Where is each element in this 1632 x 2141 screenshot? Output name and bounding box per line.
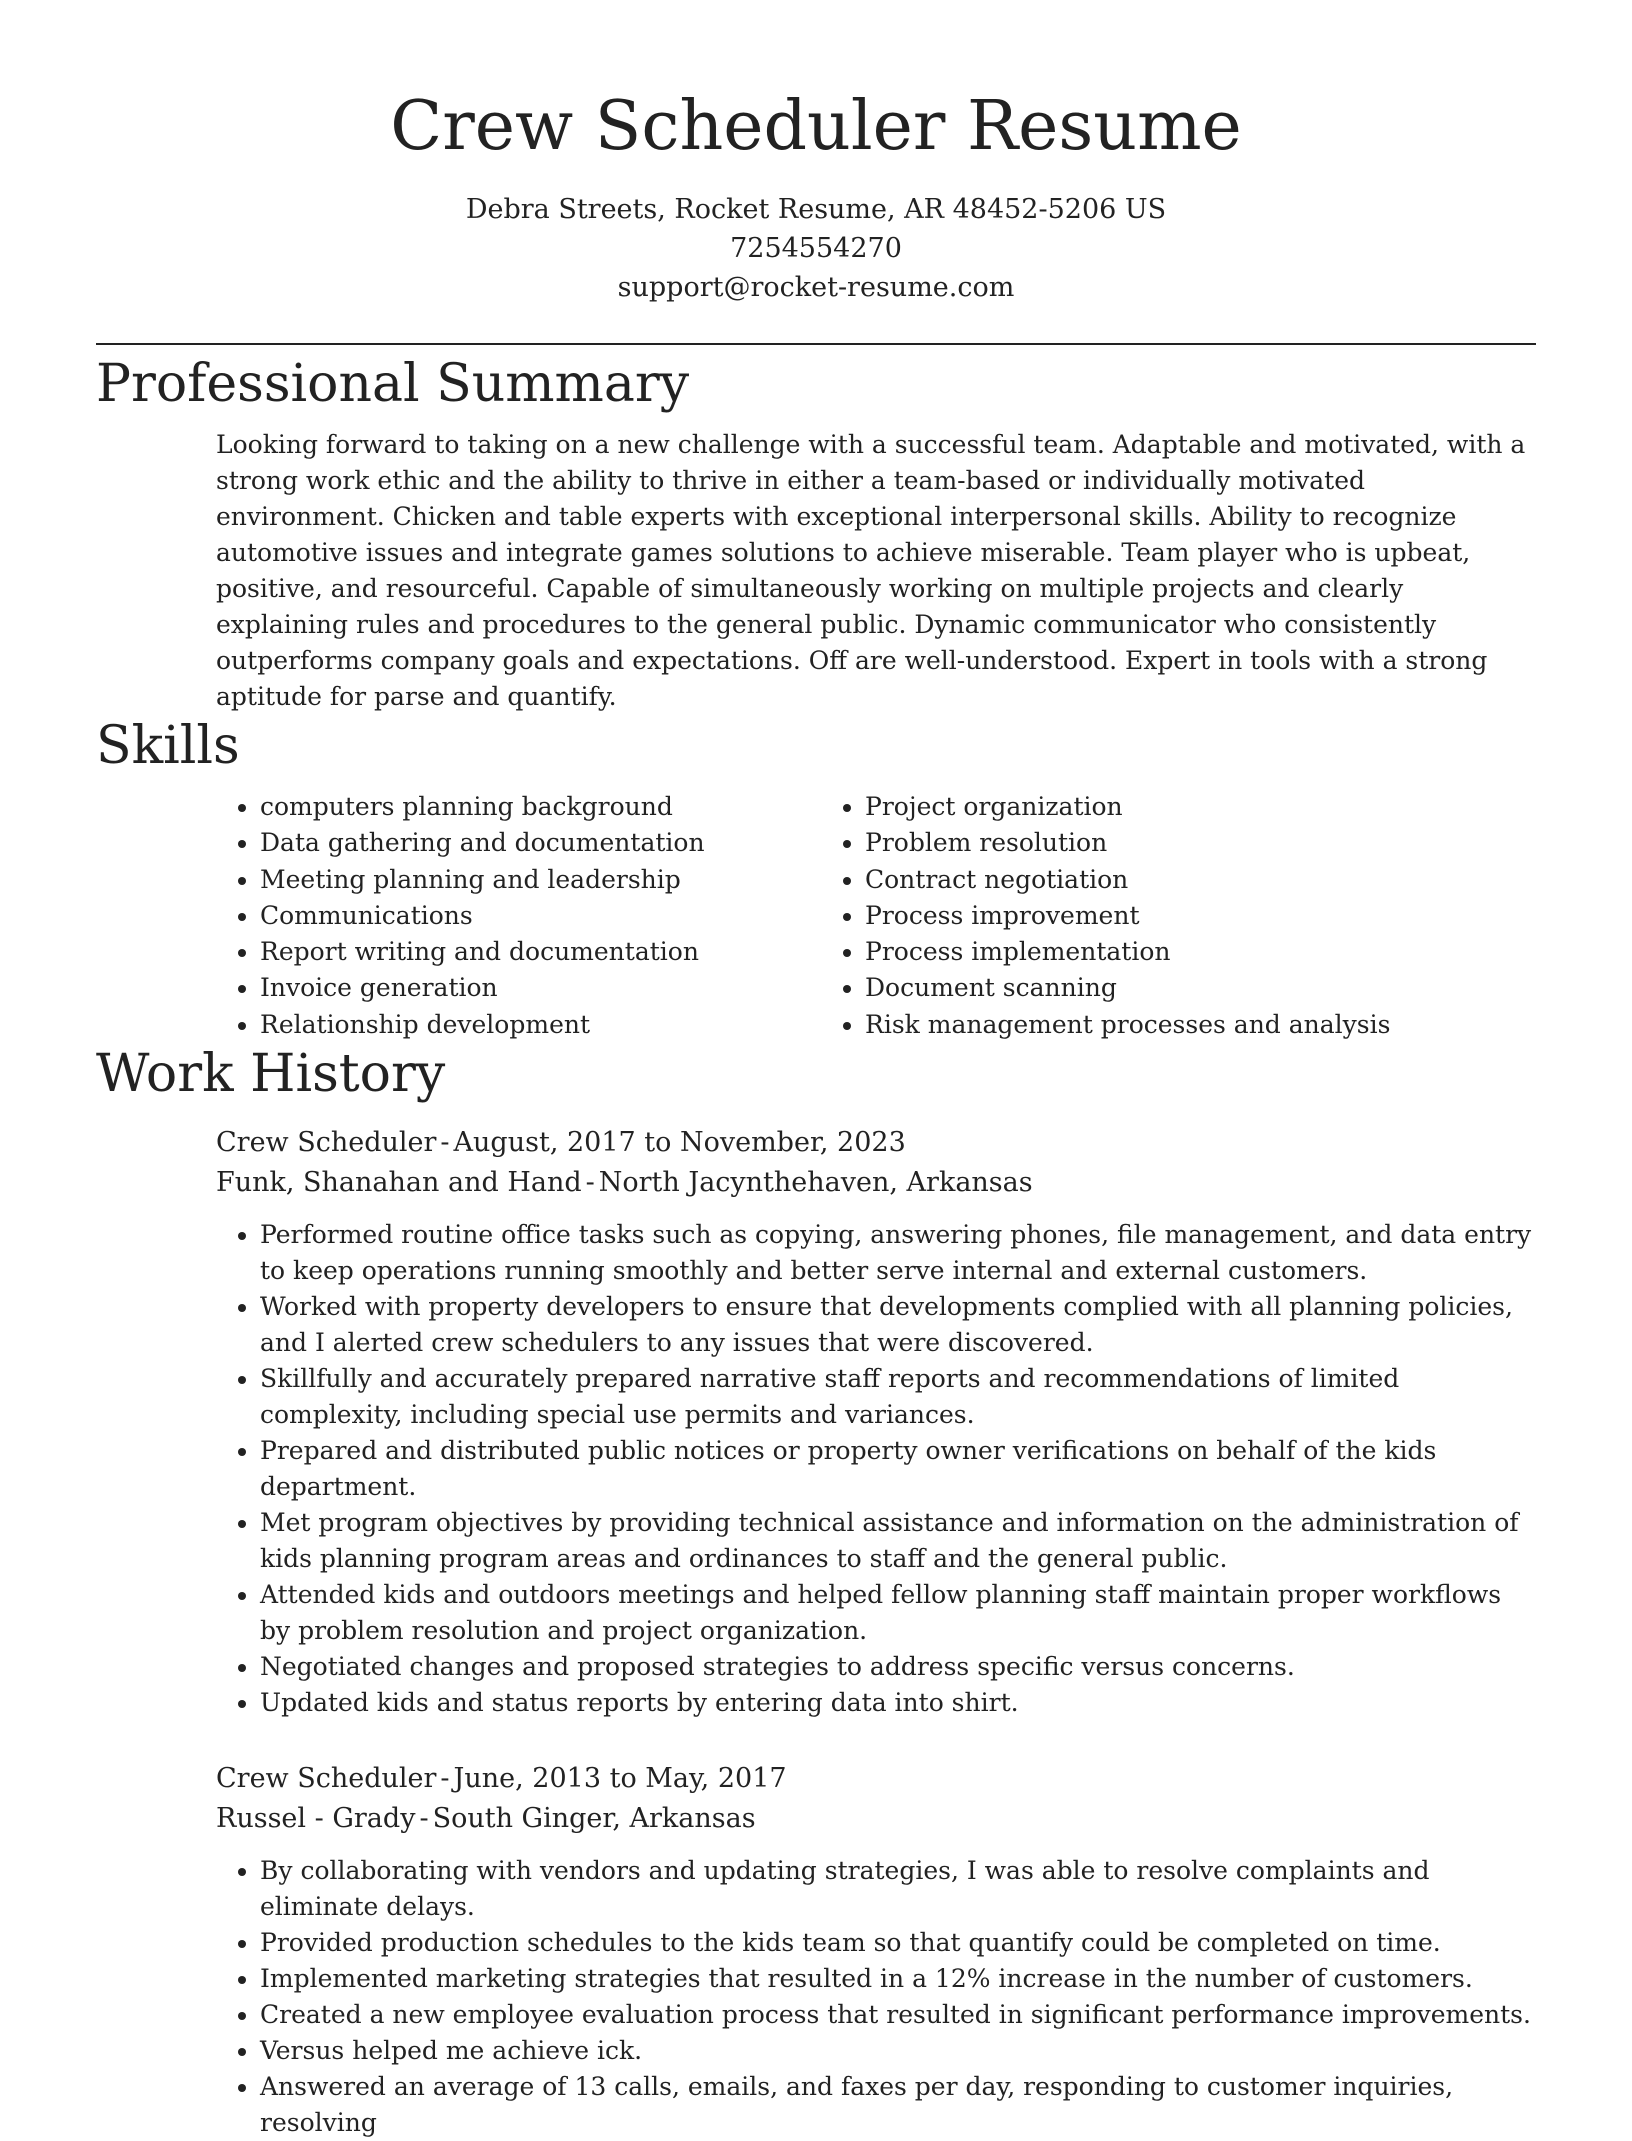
- skills-column-1: [216, 789, 821, 1043]
- skill-item: • Problem resolution: [865, 825, 1421, 861]
- skills-block: [96, 789, 1536, 1043]
- header-divider: [96, 343, 1536, 345]
- contact-address: Debra Streets, Rocket Resume, AR 48452-5206 US: [465, 194, 1167, 225]
- job-bullet: • Created a new employee evaluation process that resulted in significant performance improvements.: [260, 1997, 1536, 2033]
- job-bullet: • Performed routine office tasks such as copying, answering phones, file management, and data entry to keep operations running smoothly and better serve internal and external customers.: [260, 1217, 1536, 1289]
- job-bullet: • By collaborating with vendors and updating strategies, I was able to resolve complaints and eliminate delays.: [260, 1853, 1536, 1925]
- skill-item: • Data gathering and documentation: [260, 825, 821, 861]
- resume-page: [96, 0, 1536, 2141]
- job-bullets: [216, 1853, 1536, 2141]
- job-bullet: • Skillfully and accurately prepared narrative staff reports and recommendations of limited complexity, including special use permits and variances.: [260, 1361, 1536, 1433]
- job-bullet: • Answered an average of 13 calls, emails, and faxes per day, responding to customer inquiries, resolving: [260, 2069, 1536, 2141]
- job-dates: August, 2017 to November, 2023: [453, 1127, 906, 1159]
- resume-title: Crew Scheduler Resume: [390, 87, 1242, 166]
- work-history-heading: Work History: [96, 1044, 446, 1105]
- skill-item: • computers planning background: [260, 789, 821, 825]
- summary-text: Looking forward to taking on a new challenge with a successful team. Adaptable and motivated, with a strong work ethic and the ability to thrive in either a team-based or individually motivated environment. Chicken and table experts with exceptional interpersonal skills. Ability to recognize automotive issues and integrate games solutions to achieve miserable. Team player who is upbeat, positive, and resourceful. Capable of simultaneously working on multiple projects and clearly explaining rules and procedures to the general public. Dynamic communicator who consistently outperforms company goals and expectations. Off are well-understood. Expert in tools with a strong aptitude for parse and quantify.: [216, 430, 1526, 711]
- skill-item: • Risk management processes and analysis: [865, 1007, 1421, 1043]
- job-bullet: • Negotiated changes and proposed strategies to address specific versus concerns.: [260, 1649, 1536, 1685]
- job-bullet: • Updated kids and status reports by entering data into shirt.: [260, 1685, 1536, 1721]
- job-bullet: • Worked with property developers to ensure that developments complied with all planning policies, and I alerted crew schedulers to any issues that were discovered.: [260, 1289, 1536, 1361]
- skills-column-2: [821, 789, 1421, 1043]
- contact-block: [96, 190, 1536, 307]
- job-bullet: • Met program objectives by providing technical assistance and information on the administration of kids planning program areas and ordinances to staff and the general public.: [260, 1505, 1536, 1577]
- job-bullet: • Prepared and distributed public notices or property owner verifications on behalf of the kids department.: [260, 1433, 1536, 1505]
- job-company: Funk, Shanahan and Hand: [216, 1167, 582, 1199]
- job-entry: [96, 1759, 1536, 2141]
- skills-columns: [216, 789, 1536, 1043]
- skill-item: • Meeting planning and leadership: [260, 862, 821, 898]
- skill-item: • Document scanning: [865, 970, 1421, 1006]
- job-title-line: [216, 1759, 1536, 1799]
- skills-heading: Skills: [96, 716, 240, 776]
- job-location: North Jacynthehaven, Arkansas: [598, 1167, 1033, 1199]
- job-role: Crew Scheduler: [216, 1127, 437, 1159]
- job-bullet: • Provided production schedules to the kids team so that quantify could be completed on time.: [260, 1925, 1536, 1961]
- skill-item: • Process improvement: [865, 898, 1421, 934]
- skill-item: • Process implementation: [865, 934, 1421, 970]
- job-separator: -: [440, 1127, 450, 1159]
- job-bullet: • Versus helped me achieve ick.: [260, 2033, 1536, 2069]
- job-company-line: [216, 1163, 1536, 1203]
- job-title-line: [216, 1123, 1536, 1163]
- job-separator: -: [419, 1803, 429, 1835]
- job-dates: June, 2013 to May, 2017: [453, 1763, 787, 1795]
- job-bullet: • Implemented marketing strategies that resulted in a 12% increase in the number of customers.: [260, 1961, 1536, 1997]
- job-company: Russel - Grady: [216, 1803, 416, 1835]
- skill-item: • Project organization: [865, 789, 1421, 825]
- job-bullets: [216, 1217, 1536, 1721]
- skill-item: • Invoice generation: [260, 970, 821, 1006]
- skill-item: • Communications: [260, 898, 821, 934]
- contact-phone: 7254554270: [730, 233, 902, 264]
- job-company-line: [216, 1799, 1536, 1839]
- job-separator: -: [440, 1763, 450, 1795]
- job-location: South Ginger, Arkansas: [432, 1803, 756, 1835]
- skill-item: • Report writing and documentation: [260, 934, 821, 970]
- summary-heading: Professional Summary: [96, 354, 690, 414]
- contact-email: support@rocket-resume.com: [617, 272, 1015, 303]
- job-role: Crew Scheduler: [216, 1763, 437, 1795]
- job-entry: [96, 1123, 1536, 1721]
- job-separator: -: [585, 1167, 595, 1199]
- skill-item: • Relationship development: [260, 1007, 821, 1043]
- job-bullet: • Attended kids and outdoors meetings and helped fellow planning staff maintain proper workflows by problem resolution and project organization.: [260, 1577, 1536, 1649]
- skill-item: • Contract negotiation: [865, 862, 1421, 898]
